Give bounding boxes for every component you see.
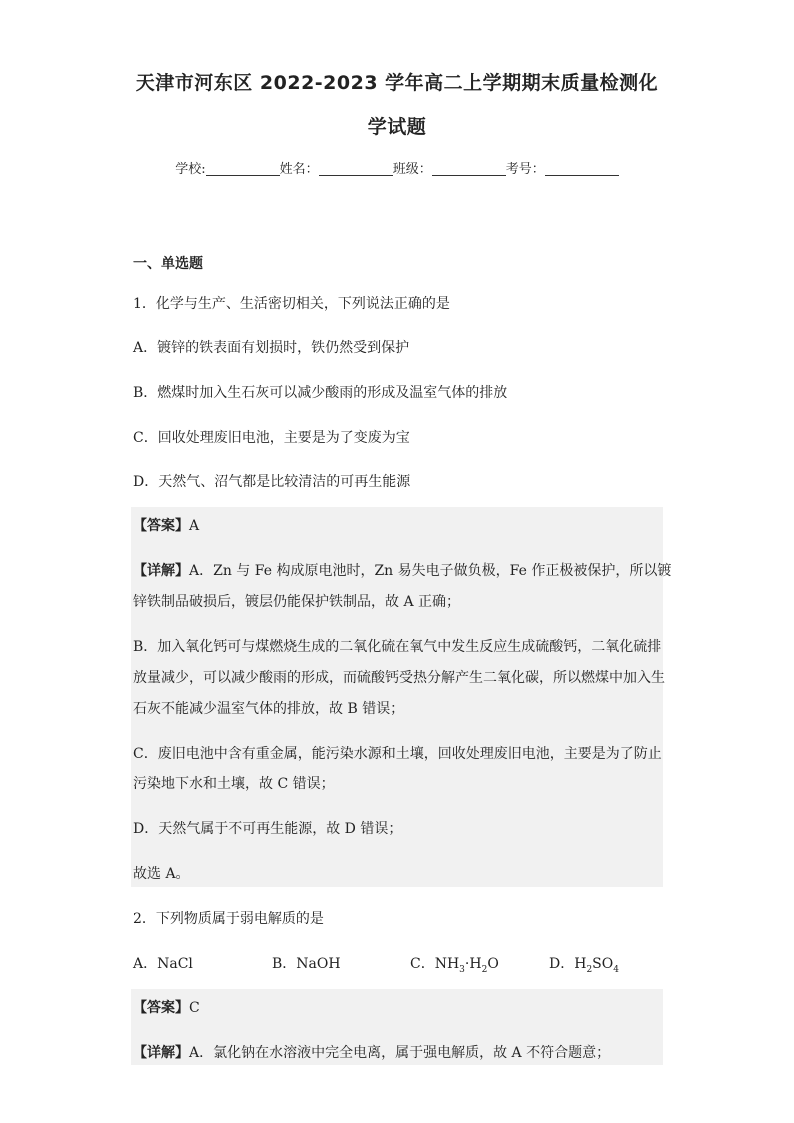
q2-option-c: C．$NH_3\cdot H_2O$ <box>410 956 499 975</box>
q1-option-d: D．天然气、沼气都是比较清洁的可再生能源 <box>133 474 411 490</box>
school-blank[interactable] <box>206 161 280 176</box>
q1-detail-line-1 <box>133 560 671 580</box>
q2-detail-text-1: A．氯化钠在水溶液中完全电离，属于强电解质，故 A 不符合题意； <box>189 1045 611 1061</box>
q1-option-b: B．燃煤时加入生石灰可以减少酸雨的形成及温室气体的排放 <box>133 385 508 401</box>
q1-answer-value: A <box>189 518 200 534</box>
q1-detail-line-4: 放量减少，可以减少酸雨的形成，而硫酸钙受热分解产生二氧化碳，所以燃煤中加入生 <box>133 670 665 686</box>
class-blank[interactable] <box>432 161 506 176</box>
q2-option-a: A．NaCl <box>133 956 193 972</box>
q1-detail-line-8: D．天然气属于不可再生能源，故 D 错误； <box>133 821 403 837</box>
q2-option-b: B．NaOH <box>272 956 341 972</box>
q1-answer-label: 【答案】 <box>133 518 189 534</box>
q2-answer-line <box>133 997 200 1017</box>
q1-detail-line-6: C．废旧电池中含有重金属，能污染水源和土壤，回收处理废旧电池，主要是为了防止 <box>133 746 662 762</box>
q1-answer-line <box>133 515 199 535</box>
exam-title-line2: 学试题 <box>367 116 427 138</box>
q1-detail-line-2: 锌铁制品破损后，镀层仍能保护铁制品，故 A 正确； <box>133 594 461 610</box>
section-title: 一、单选题 <box>133 256 203 272</box>
exam-title-line1: 天津市河东区 2022-2023 学年高二上学期期末质量检测化 <box>135 72 659 94</box>
q2-stem: 2．下列物质属于弱电解质的是 <box>133 911 324 927</box>
q2-answer-label: 【答案】 <box>133 1000 189 1016</box>
q1-stem: 1．化学与生产、生活密切相关，下列说法正确的是 <box>133 296 450 312</box>
school-label: 学校: <box>175 162 206 177</box>
q1-option-a: A．镀锌的铁表面有划损时，铁仍然受到保护 <box>133 340 410 356</box>
q2-option-d: D．$H_2SO_4$ <box>549 956 619 975</box>
q1-detail-label: 【详解】 <box>133 563 189 579</box>
name-label: 姓名： <box>279 162 319 177</box>
q1-detail-line-7: 污染地下水和土壤，故 C 错误； <box>133 776 335 792</box>
q2-detail-line-1 <box>133 1042 610 1062</box>
q1-detail-text-1: A．Zn 与 Fe 构成原电池时，Zn 易失电子做负极，Fe 作正极被保护，所以镀 <box>189 563 672 579</box>
q1-detail-line-3: B．加入氧化钙可与煤燃烧生成的二氧化硫在氧气中发生反应生成硫酸钙，二氧化硫排 <box>133 639 662 655</box>
q1-option-c: C．回收处理废旧电池，主要是为了变废为宝 <box>133 430 410 446</box>
exam-no-blank[interactable] <box>545 161 619 176</box>
q1-detail-line-5: 石灰不能减少温室气体的排放，故 B 错误； <box>133 701 405 717</box>
name-blank[interactable] <box>319 161 393 176</box>
class-label: 班级： <box>392 162 432 177</box>
student-info-row <box>0 158 794 177</box>
exam-no-label: 考号： <box>505 162 545 177</box>
q1-detail-line-9: 故选 A。 <box>133 866 190 882</box>
q2-detail-label: 【详解】 <box>133 1045 189 1061</box>
q2-answer-value: C <box>189 1000 200 1016</box>
